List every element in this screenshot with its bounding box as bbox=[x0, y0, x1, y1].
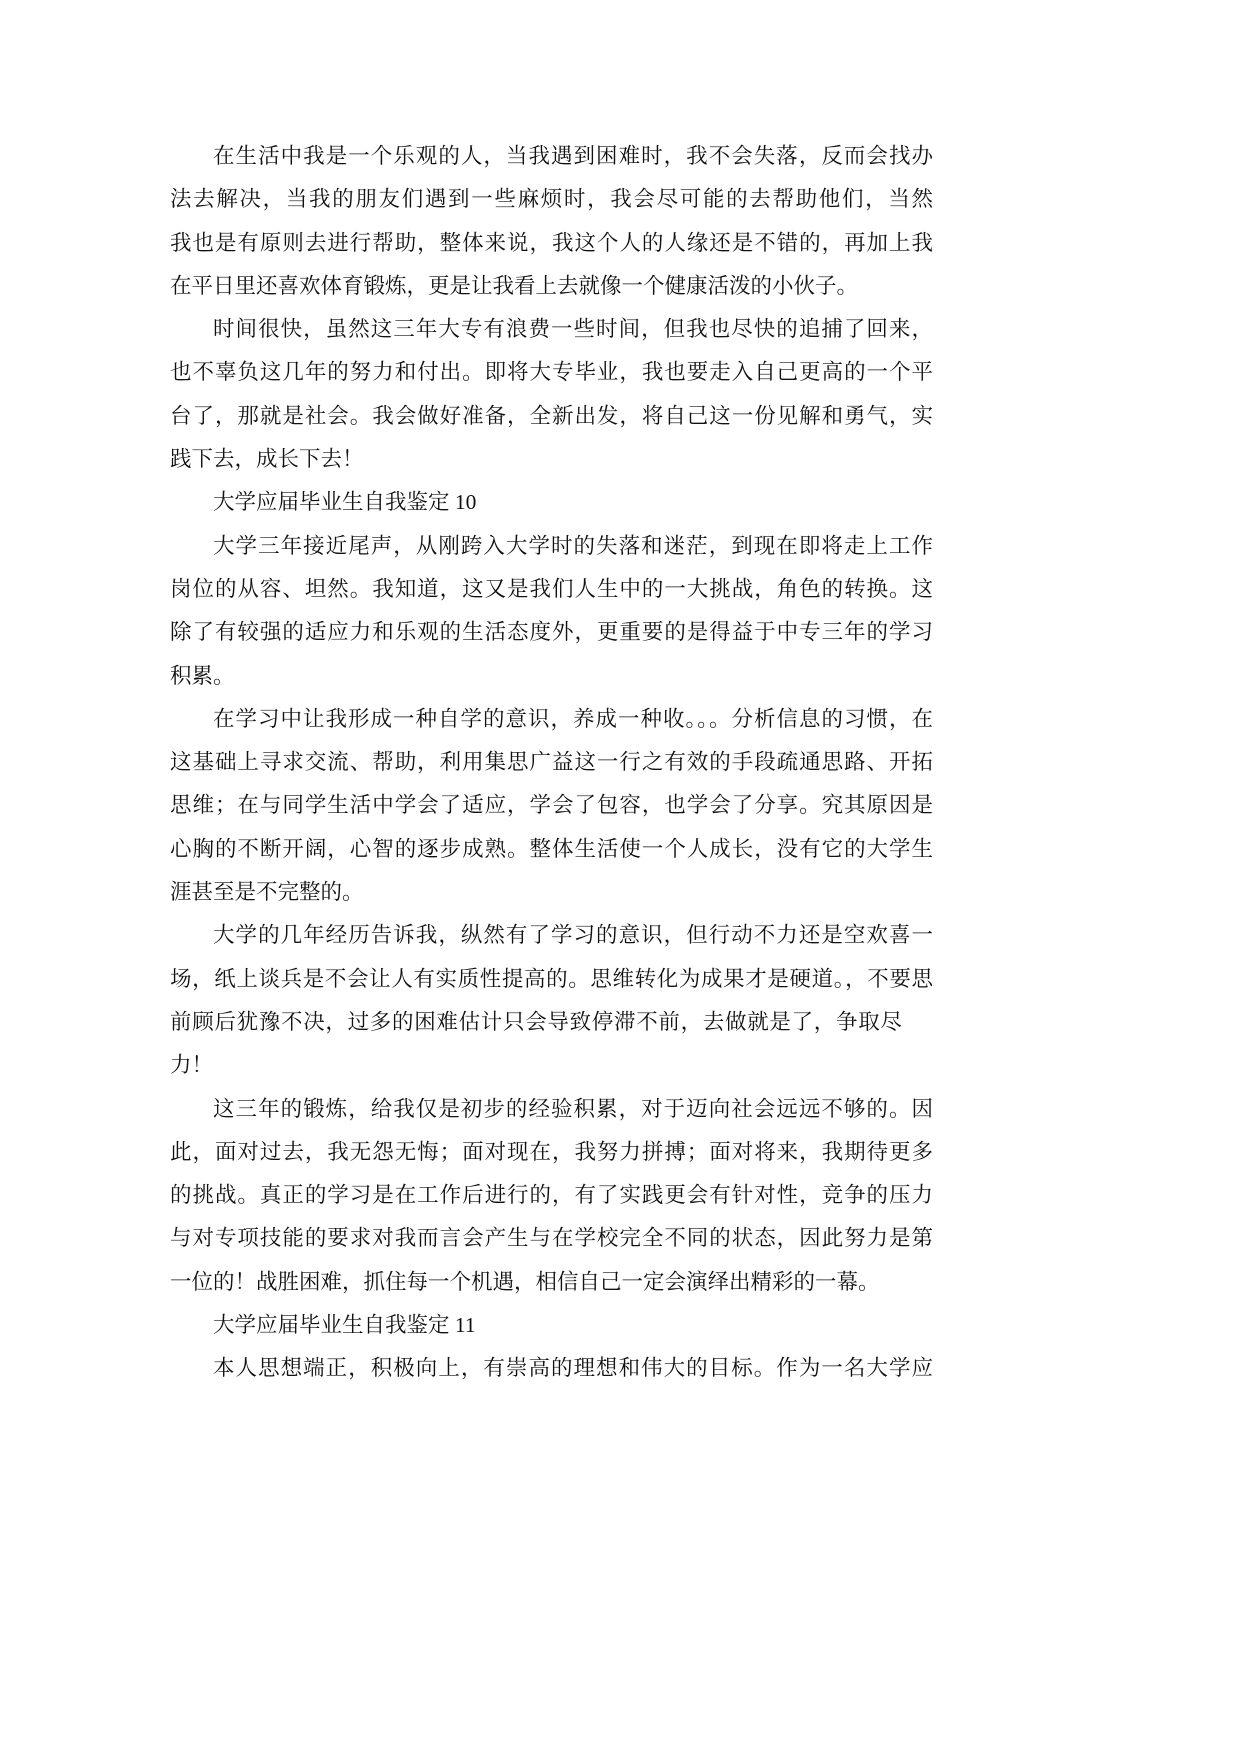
text-line: 时间很快，虽然这三年大专有浪费一些时间，但我也尽快的追捕了回来， bbox=[213, 317, 933, 342]
text-line: 的挑战。真正的学习是在工作后进行的，有了实践更会有针对性，竞争的压力 bbox=[170, 1183, 933, 1208]
text-line: 台了，那就是社会。我会做好准备，全新出发，将自己这一份见解和勇气，实 bbox=[170, 403, 933, 428]
text-line: 践下去，成长下去！ bbox=[170, 447, 364, 472]
text-line: 我也是有原则去进行帮助，整体来说，我这个人的人缘还是不错的，再加上我 bbox=[170, 230, 933, 255]
text-line: 大学的几年经历告诉我，纵然有了学习的意识，但行动不力还是空欢喜一 bbox=[213, 923, 933, 948]
paragraph bbox=[170, 525, 933, 698]
paragraph bbox=[170, 308, 933, 481]
paragraph bbox=[170, 135, 933, 308]
paragraph bbox=[170, 698, 933, 914]
text-line: 此，面对过去，我无怨无悔；面对现在，我努力拼搏；面对将来，我期待更多 bbox=[170, 1139, 933, 1164]
section-heading bbox=[170, 481, 933, 524]
text-line: 在平日里还喜欢体育锻炼，更是让我看上去就像一个健康活泼的小伙子。 bbox=[170, 273, 859, 298]
text-line: 场，纸上谈兵是不会让人有实质性提高的。思维转化为成果才是硬道。，不要思 bbox=[170, 966, 933, 991]
section-heading-text: 大学应届毕业生自我鉴定 10 bbox=[213, 490, 477, 515]
text-line: 涯甚至是不完整的。 bbox=[170, 880, 364, 905]
text-line: 在生活中我是一个乐观的人，当我遇到困难时，我不会失落，反而会找办 bbox=[213, 144, 933, 168]
section-heading bbox=[170, 1304, 933, 1347]
text-line: 大学三年接近尾声，从刚跨入大学时的失落和迷茫，到现在即将走上工作 bbox=[213, 533, 933, 558]
text-line: 心胸的不断开阔，心智的逐步成熟。整体生活使一个人成长，没有它的大学生 bbox=[170, 836, 933, 861]
paragraph bbox=[170, 914, 933, 1087]
paragraph bbox=[170, 1088, 933, 1304]
text-line: 法去解决，当我的朋友们遇到一些麻烦时，我会尽可能的去帮助他们，当然 bbox=[170, 187, 933, 212]
section-heading-text: 大学应届毕业生自我鉴定 11 bbox=[213, 1313, 476, 1338]
text-line: 这基础上寻求交流、帮助，利用集思广益这一行之有效的手段疏通思路、开拓 bbox=[170, 750, 933, 775]
text-line: 前顾后犹豫不决，过多的困难估计只会导致停滞不前，去做就是了，争取尽 bbox=[170, 1009, 903, 1034]
text-line: 岗位的从容、坦然。我知道，这又是我们人生中的一大挑战，角色的转换。这 bbox=[170, 576, 933, 601]
text-line: 也不辜负这几年的努力和付出。即将大专毕业，我也要走入自己更高的一个平 bbox=[170, 360, 933, 385]
text-line: 力！ bbox=[170, 1053, 214, 1078]
paragraph bbox=[170, 1347, 933, 1390]
text-line: 思维；在与同学生活中学会了适应，学会了包容，也学会了分享。究其原因是 bbox=[170, 793, 933, 818]
text-line: 除了有较强的适应力和乐观的生活态度外，更重要的是得益于中专三年的学习 bbox=[170, 620, 933, 645]
text-line: 在学习中让我形成一种自学的意识，养成一种收。。。分析信息的习惯，在 bbox=[213, 706, 933, 731]
text-line: 本人思想端正，积极向上，有崇高的理想和伟大的目标。作为一名大学应 bbox=[213, 1356, 933, 1381]
text-line: 积累。 bbox=[170, 663, 235, 688]
text-line: 与对专项技能的要求对我而言会产生与在学校完全不同的状态，因此努力是第 bbox=[170, 1226, 933, 1251]
text-line: 一位的！战胜困难，抓住每一个机遇，相信自己一定会演绎出精彩的一幕。 bbox=[170, 1269, 880, 1294]
text-line: 这三年的锻炼，给我仅是初步的经验积累，对于迈向社会远远不够的。因 bbox=[213, 1096, 933, 1121]
document-body bbox=[170, 135, 933, 1391]
